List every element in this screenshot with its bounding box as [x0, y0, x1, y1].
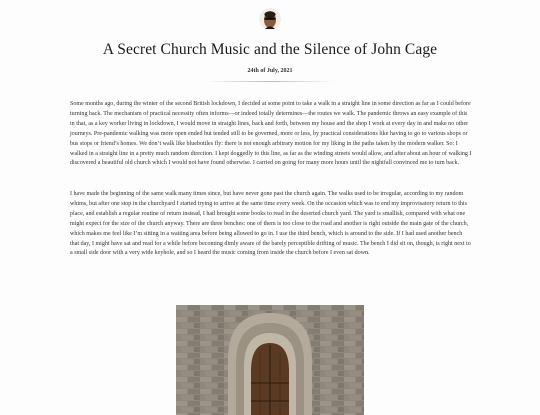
body-paragraph: Some months ago, during the winter of the second British lockdown, I decided at some point to take a walk in a straight line in some direction as far as I could before turning back. The mechanism of practical necessity often informs—or indeed totally determines—the routes we walk. The pandemic throws an easy example of this in that, as a key worker living in lockdown, I would move in straight lines, back and forth, between my house and the shop I work at every day in and make no other journeys. Pre-pandemic walking was more open ended but tended still to be governed, more or less, by practical considerations like having to go to various shops or bus stops or friend’s homes. We don’t walk like bluebottles fly: there is not enough arbitrary motion for my liking in the paths taken by the modern walker. So: I walked in a straight line in a pretty much random direction. I kept doggedly to this line, as far as the winding streets would allow, and after about an hour of walking I discovered a beautiful old church which I would not have found otherwise. I carried on going for many more hours until the nightfall convinced me to turn back.: [70, 101, 472, 167]
church-door-photo: [176, 305, 364, 415]
title-divider: [205, 81, 335, 82]
post-title: A Secret Church Music and the Silence of John Cage: [102, 41, 438, 58]
post-date: 24th of July, 2021: [247, 68, 293, 74]
author-avatar[interactable]: [259, 8, 281, 30]
body-paragraph: I have made the beginning of the same walk many times since, but have never gone past the church again. The walks used to be irregular, according to my random whims, but after one stop in the churchyard I started trying to arrive at the same time every week. On the occasion which was to end my improvisatory return to this place, and establish a regular routine of return instead, I had brought some books to read in the deserted church yard. The yard is smallish, compared with what one might expect for the size of the church anyway. There are three benches: one of them is too close to the road and another is right outside the main gate of the church, which makes me feel like I’m sitting in a waiting area before being allowed to go in. I use the third bench, which is around to the side. If I had used another bench that day, I might have sat and read for a while before becoming dimly aware of the barely perceptible drifting of music. The bench I did sit on, though, is right next to a small side door with a very wide keyhole, and so I heard the music coming from inside the church before I even sat down.: [70, 191, 471, 257]
